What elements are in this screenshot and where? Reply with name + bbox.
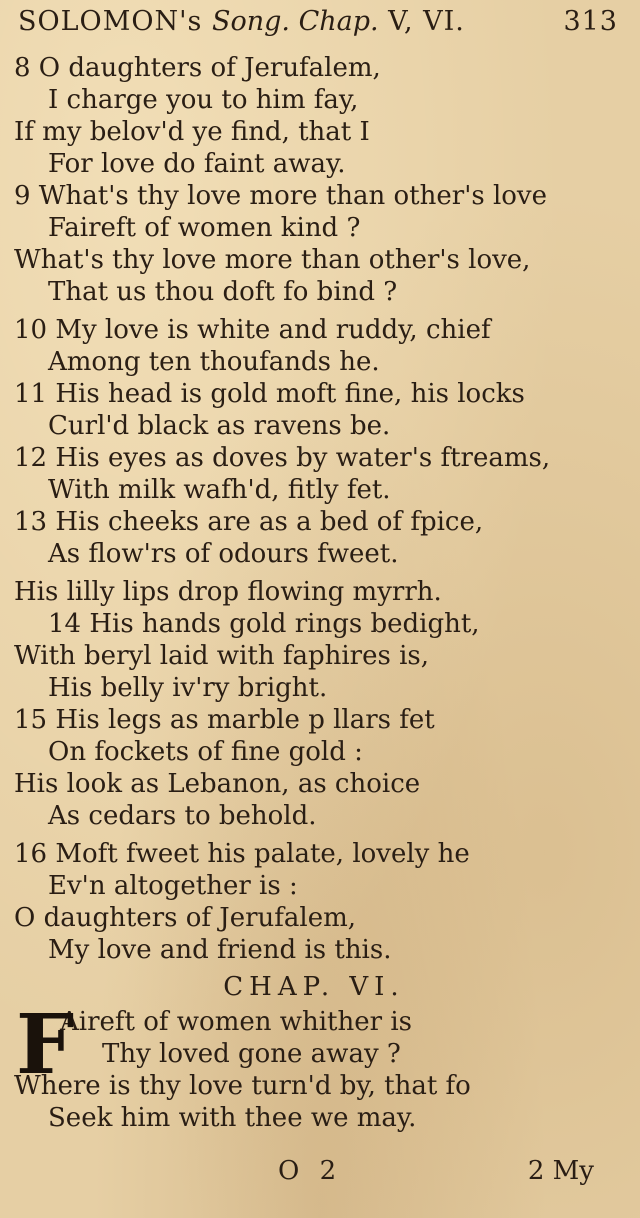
verse-line: As flow'rs of odours fweet. — [48, 539, 399, 569]
verse-line: 13 His cheeks are as a bed of fpice, — [14, 507, 484, 537]
verse-line: 11 His head is gold moft fine, his locks — [14, 379, 525, 409]
running-header — [18, 6, 618, 46]
running-title — [18, 6, 465, 37]
chapter-heading: CHAP. VI. — [223, 972, 405, 1002]
verse-line: My love and friend is this. — [48, 935, 392, 965]
verse-line: 12 His eyes as doves by water's ftreams, — [14, 443, 551, 473]
verse-line: 16 Moft fweet his palate, lovely he — [14, 839, 470, 869]
verse-line: 9 What's thy love more than other's love — [14, 181, 547, 211]
verse-line: Thy loved gone away ? — [102, 1039, 401, 1069]
verse-line: Curl'd black as ravens be. — [48, 411, 391, 441]
signature-mark: O 2 — [278, 1156, 343, 1186]
verse-line: If my belov'd ye find, that I — [14, 117, 370, 147]
verse-line: 8 O daughters of Jerufalem, — [14, 53, 381, 83]
verse-line: With milk wafh'd, fitly fet. — [48, 475, 391, 505]
verse-line: Seek him with thee we may. — [48, 1103, 417, 1133]
verse-line: Among ten thoufands he. — [48, 347, 380, 377]
chapter-six-stanza — [14, 997, 614, 1134]
verse-line: On fockets of fine gold : — [48, 737, 363, 767]
verse-line: 15 His legs as marble p llars fet — [14, 705, 435, 735]
verse-line: Where is thy love turn'd by, that fo — [14, 1071, 471, 1101]
verse-line: That us thou doft fo bind ? — [48, 277, 398, 307]
running-title-rest: 's — [179, 6, 212, 37]
verse-line: With beryl laid with faphires is, — [14, 641, 430, 671]
verse-line: Ev'n altogether is : — [48, 871, 298, 901]
verse-line: For love do faint away. — [48, 149, 346, 179]
verse-line: His belly iv'ry bright. — [48, 673, 328, 703]
verse-line: What's thy love more than other's love, — [14, 245, 531, 275]
page-number: 313 — [563, 6, 618, 37]
verse-line: 14 His hands gold rings bedight, — [48, 609, 480, 639]
verse-line: His look as Lebanon, as choice — [14, 769, 421, 799]
page-footer — [0, 1156, 640, 1196]
verse-line: As cedars to behold. — [48, 801, 317, 831]
chapter-ref: V, VI. — [378, 6, 465, 37]
verse-text — [14, 52, 614, 1134]
verse-line: Aireft of women whither is — [60, 1007, 412, 1037]
verse-line: I charge you to him fay, — [48, 85, 359, 115]
drop-cap: F — [16, 997, 75, 1093]
verse-line: 10 My love is white and ruddy, chief — [14, 315, 491, 345]
verse-line: Faireft of women kind ? — [48, 213, 361, 243]
running-title-caps: SOLOMON — [18, 6, 180, 37]
verse-line: His lilly lips drop flowing myrrh. — [14, 577, 442, 607]
running-title-italic: Song. Chap. — [211, 6, 379, 37]
catchword: 2 My — [527, 1156, 594, 1186]
verse-line: O daughters of Jerufalem, — [14, 903, 356, 933]
